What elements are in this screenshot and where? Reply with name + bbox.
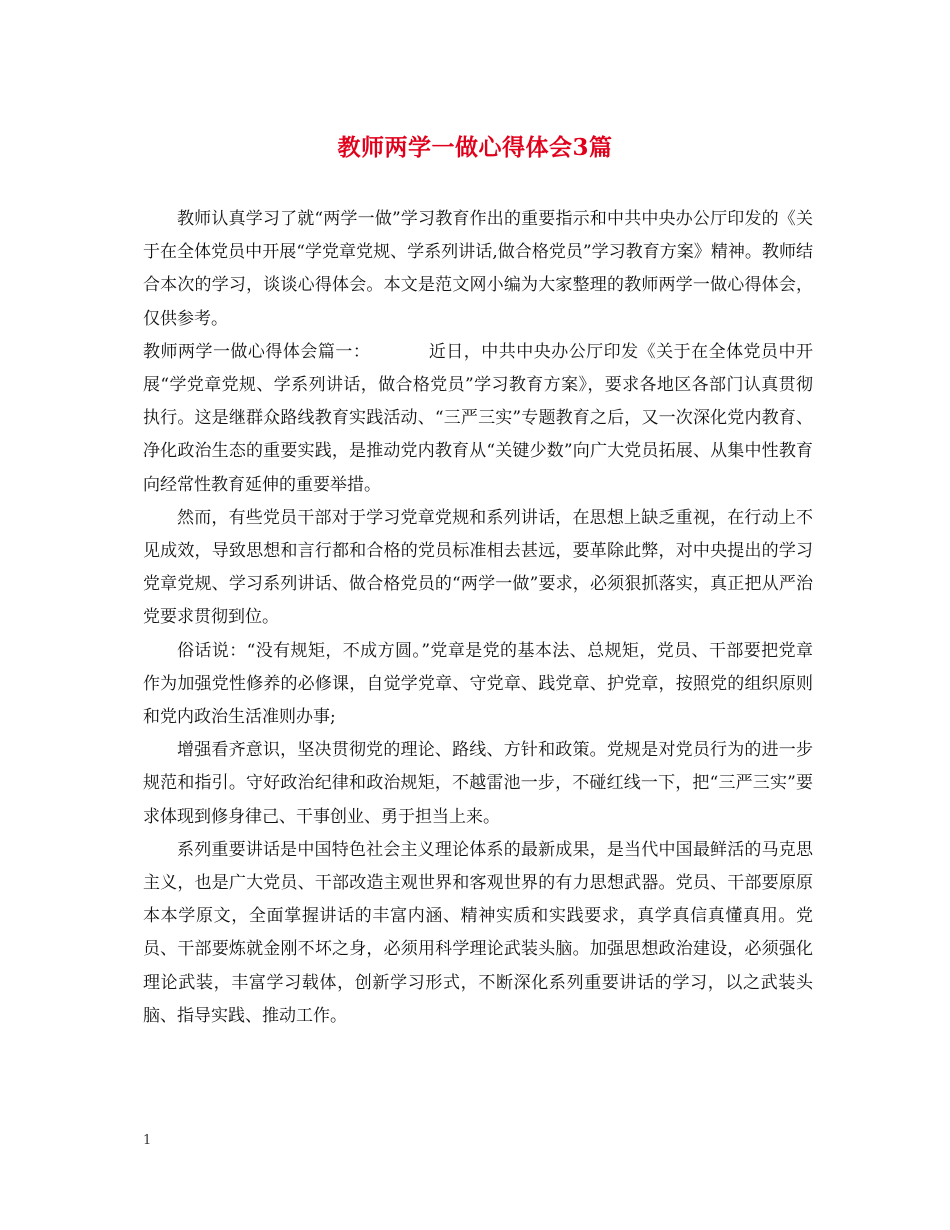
page-number: 1 [143,1133,152,1148]
section-lead-text: 近日，中共中央办公厅印发《关于在全体党员中开展“学党章党规、学系列讲话，做合格党员”学习教育方案》，要求各地区各部门认真贯彻执行。这是继群众路线教育实践活动、“三严三实”专题教育之后，又一次深化党内教育、净化政治生态的重要实践，是推动党内教育从“关键少数”向广大党员拓展、从集中性教育向经常性教育延伸的重要举措。 [143,341,814,495]
intro-paragraph: 教师认真学习了就“两学一做”学习教育作出的重要指示和中共中央办公厅印发的《关于在全体党员中开展“学党章党规、学系列讲话,做合格党员”学习教育方案》精神。教师结合本次的学习，谈谈心得体会。本文是范文网小编为大家整理的教师两学一做心得体会，仅供参考。 [143,209,813,329]
body-paragraph: 系列重要讲话是中国特色社会主义理论体系的最新成果，是当代中国最鲜活的马克思主义，也是广大党员、干部改造主观世界和客观世界的有力思想武器。党员、干部要原原本本学原文，全面掌握讲话的丰富内涵、精神实质和实践要求，真学真信真懂真用。党员、干部要炼就金刚不坏之身，必须用科学理论武装头脑。加强思想政治建设，必须强化理论武装，丰富学习载体，创新学习形式，不断深化系列重要讲话的学习，以之武装头脑、指导实践、推动工作。 [143,839,813,1026]
section-heading: 教师两学一做心得体会篇一： [143,341,371,362]
body-paragraph: 增强看齐意识，坚决贯彻党的理论、路线、方针和政策。党规是对党员行为的进一步规范和指引。守好政治纪律和政治规矩，不越雷池一步，不碰红线一下，把“三严三实”要求体现到修身律己、干事创业、勇于担当上来。 [143,740,813,827]
body-paragraph: 俗话说：“没有规矩，不成方圆。”党章是党的基本法、总规矩，党员、干部要把党章作为加强党性修养的必修课，自觉学党章、守党章、践党章、护党章，按照党的组织原则和党内政治生活准则办事; [143,640,813,728]
document-title: 教师两学一做心得体会3篇 [337,134,613,161]
section-one-paragraph [143,336,813,502]
document-body [143,203,813,1033]
body-paragraph: 然而，有些党员干部对于学习党章党规和系列讲话，在思想上缺乏重视，在行动上不见成效，导致思想和言行都和合格的党员标准相去甚远，要革除此弊，对中央提出的学习党章党规、学习系列讲话、做合格党员的“两学一做”要求，必须狠抓落实，真正把从严治党要求贯彻到位。 [143,507,813,628]
